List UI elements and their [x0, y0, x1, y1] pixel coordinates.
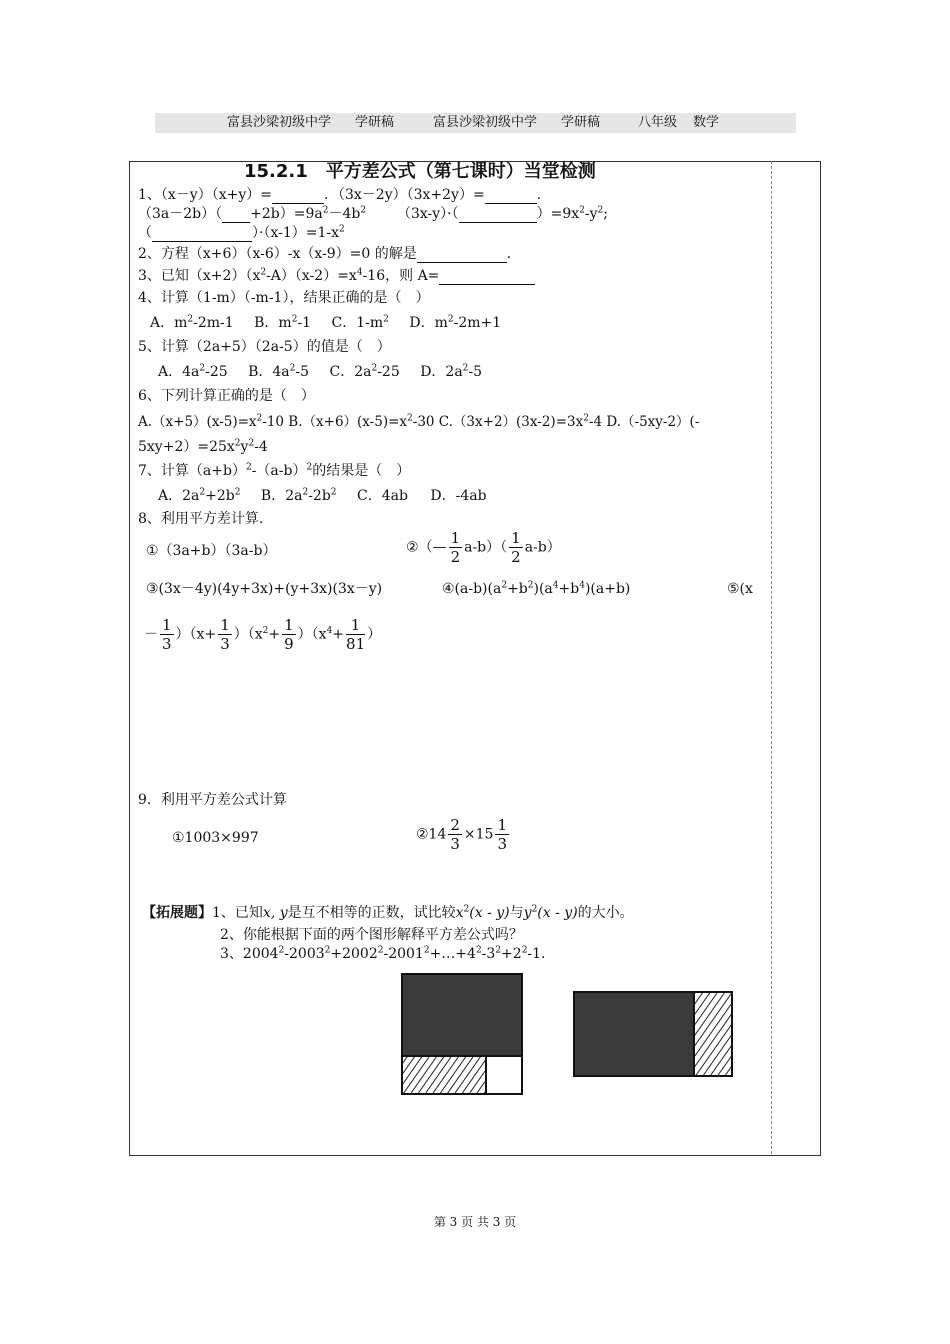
question-1: 1、（x－y）（x+y）= ．（3x－2y）（3x+2y）= . — [138, 187, 542, 203]
extension-line-2: 2、你能根据下面的两个图形解释平方差公式吗？ — [220, 927, 523, 943]
question-7-options: A．$2a^2+2b^2$ B．$2a^2-2b^2$ C．4ab D．-4ab — [158, 487, 487, 504]
page-header — [155, 113, 796, 133]
question-3: 3、已知$(x+2)(x^2-A)(x-2)=x^4-16$，则 A= — [138, 267, 535, 285]
question-8-item-4: $④(a-b)(a^2+b^2)(a^4+b^4)(a+b)$ — [442, 580, 631, 597]
question-8-item-5: ⑤(x — [727, 581, 753, 597]
question-9: 9．利用平方差公式计算 — [138, 792, 287, 808]
question-1-line3: （ ）$\cdot(x-1)=1-x^2$ — [138, 224, 345, 241]
header-grade: 八年级 — [638, 115, 678, 130]
question-7: 7、计算$(a+b)^2-(a-b)^2$的结果是（ ） — [138, 462, 411, 479]
square-diagram-figure — [400, 972, 524, 1096]
margin-line — [771, 161, 772, 1154]
question-2: 2、方程（x+6）（x-6）-x（x-9）=0 的解是 . — [138, 246, 512, 262]
question-5-options: A．$4a^2-25$ B．$4a^2-5$ C．$2a^2-25$ D．$2a^2-5$ — [158, 363, 483, 380]
extension-line-3: 3、$2004^2-2003^2+2002^2-2001^2+\dots+4^2-3^2+2^2-1$. — [220, 945, 546, 962]
question-6-line2: $A.(x+5)(x-5)=x^2-10$ $B.(x+6)(x-5)=x^2-30$ $C.(3x+2)(3x-2)=3x^2-4$ D.（-5xy-2）(- — [138, 413, 700, 430]
question-8-item-2: ②（— $\frac{1}{2}$ a-b）（ $\frac{1}{2}$ a-b） — [406, 529, 561, 566]
rectangle-diagram-figure — [572, 990, 734, 1080]
header-doc: 学研稿 — [355, 115, 395, 130]
question-6-line3: $5xy+2)=25x^2y^2-4$ — [138, 438, 268, 455]
header-school: 富县沙梁初级中学 — [227, 115, 332, 130]
header-subject: 数学 — [693, 115, 720, 130]
question-9-item-2: ②14 $\frac{2}{3}$ ×15 $\frac{1}{3}$ — [416, 816, 508, 853]
question-8-item-3: ③(3x－4y)(4y+3x)+(y+3x)(3x－y) — [146, 581, 383, 597]
question-8-item-5-cont: － $\frac{1}{3}$ ）（x+ $\frac{1}{3}$ ）（$x^2+$ $\frac{1}{9}$ ）（$x^4+$ $\frac{1}{81}$ ） — [144, 616, 382, 653]
header-doc: 学研稿 — [561, 115, 601, 130]
question-8: 8、利用平方差计算. — [138, 511, 264, 527]
question-4-options: A．$m^2-2m-1$ B．$m^2-1$ C．$1-m^2$ D．$m^2-2m+1$ — [150, 314, 502, 331]
page-title: 15.2.1 平方差公式（第七课时）当堂检测 — [244, 161, 596, 182]
question-6: 6、下列计算正确的是（ ） — [138, 388, 315, 404]
question-9-item-1: ①1003×997 — [172, 830, 259, 846]
extension-line-1: 【拓展题】1、已知x, y是互不相等的正数，试比较$x^2(x - y)$与$y^2(x - y)$的大小。 — [142, 904, 634, 921]
question-5: 5、计算（2a+5）（2a-5）的值是（ ） — [138, 339, 391, 355]
header-school: 富县沙梁初级中学 — [433, 115, 538, 130]
question-8-item-1: ①（3a+b）（3a-b） — [146, 543, 277, 559]
extension-label: 【拓展题】 — [142, 905, 212, 921]
page-number: 第 3 页 共 3 页 — [433, 1215, 517, 1229]
question-1-line2: $(3a-2b)( +2b)=9a^2-4b^2$ （3x-y）·（ ）$=9x^2-y^2$; — [138, 205, 608, 222]
question-4: 4、计算（1-m）（-m-1），结果正确的是（ ） — [138, 290, 430, 306]
